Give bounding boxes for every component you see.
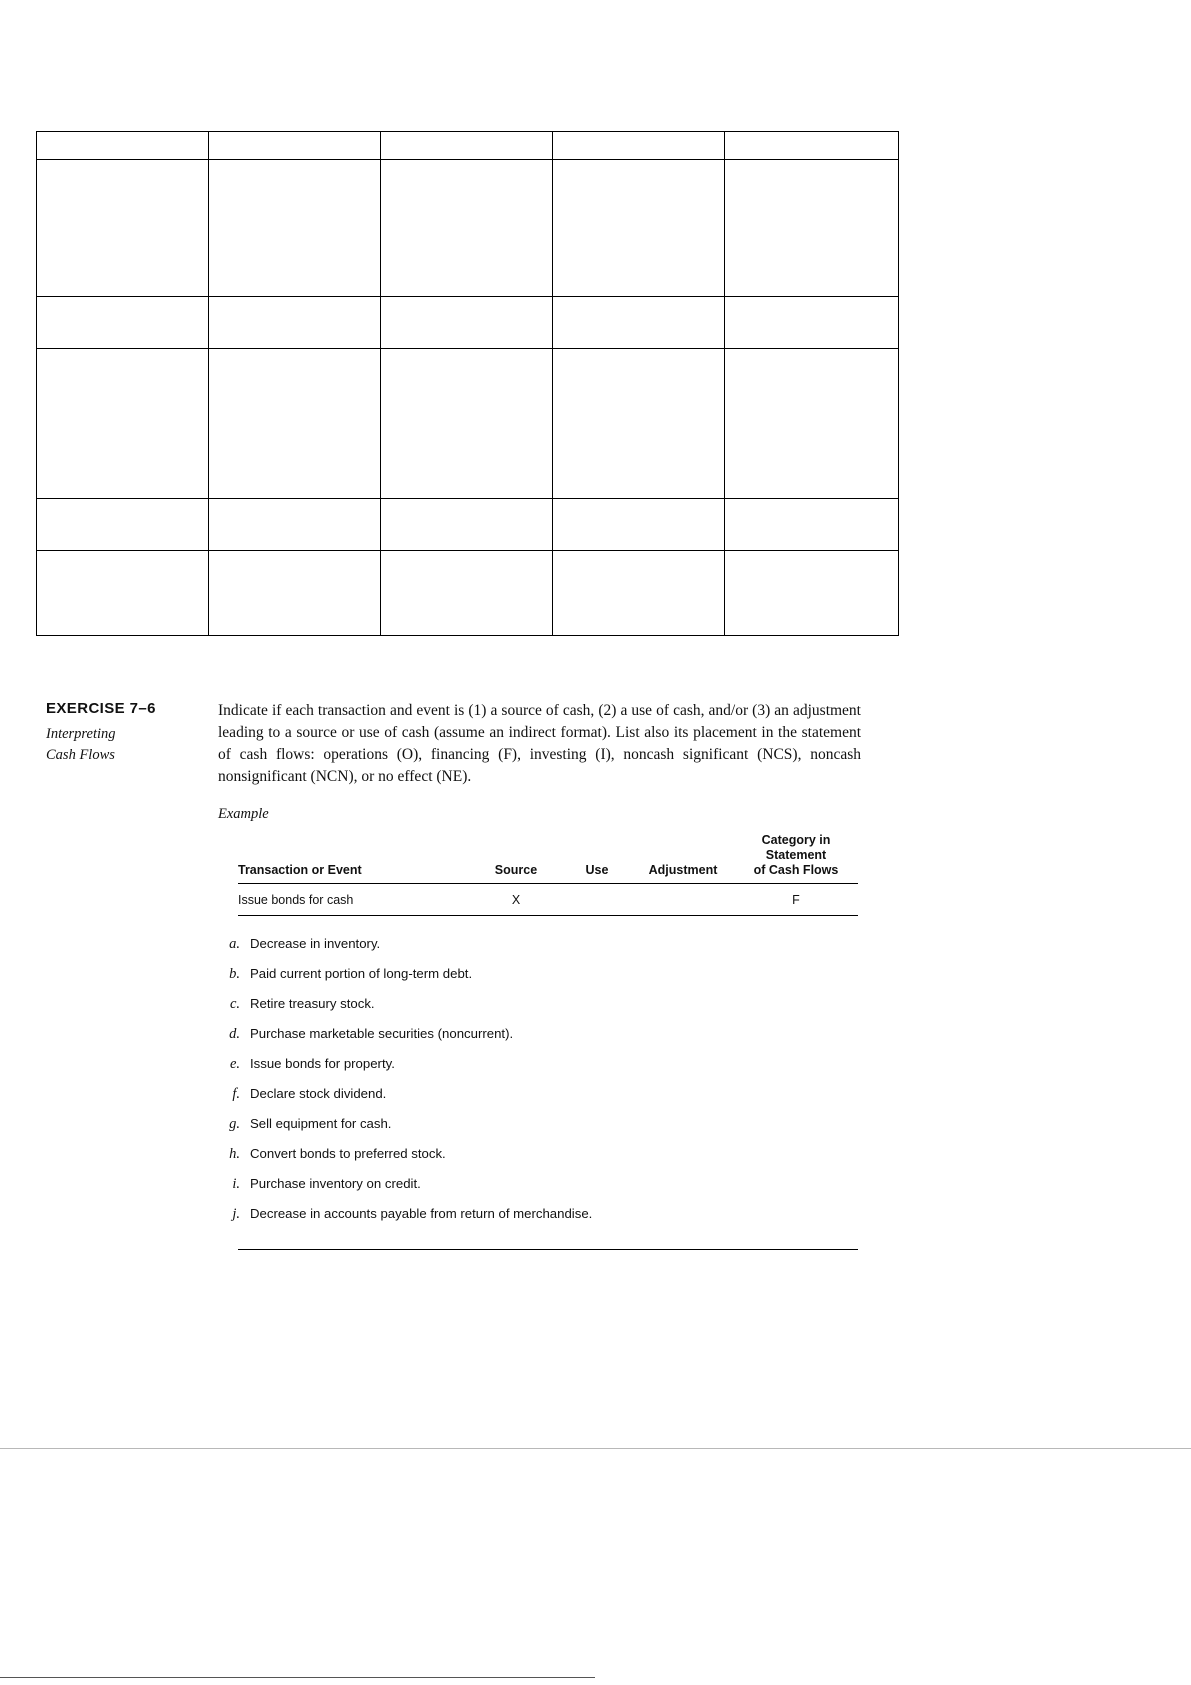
grid-cell: [381, 551, 553, 636]
blank-worksheet-grid: [36, 131, 899, 636]
example-table-body: [238, 884, 858, 916]
item-text: Decrease in inventory.: [250, 936, 381, 951]
exercise-subtitle-line1: Interpreting: [46, 726, 116, 742]
grid-cell: [381, 297, 553, 349]
example-heading: Example: [218, 806, 269, 822]
item-marker: b.: [229, 966, 240, 982]
grid-cell: [381, 160, 553, 297]
grid-cell: [553, 132, 725, 160]
table-row: [37, 499, 899, 551]
grid-cell: [37, 551, 209, 636]
table-row: [37, 349, 899, 499]
grid-cell: [37, 160, 209, 297]
exercise-subtitle-line2: Cash Flows: [46, 747, 115, 764]
grid-cell: [725, 160, 899, 297]
list-item: [218, 1116, 861, 1133]
grid-cell: [37, 499, 209, 551]
grid-cell: [37, 297, 209, 349]
cell-use: [562, 884, 632, 916]
table-row: [37, 551, 899, 636]
list-item: [218, 1026, 861, 1043]
item-text: Sell equipment for cash.: [250, 1116, 392, 1131]
grid-cell: [725, 349, 899, 499]
list-item: [218, 1056, 861, 1073]
item-marker: h.: [229, 1146, 240, 1162]
category-header-line2: of Cash Flows: [753, 863, 839, 877]
exercise-number: EXERCISE 7–6: [46, 700, 156, 717]
grid-body: [37, 132, 899, 636]
list-item: [218, 1206, 861, 1223]
category-header-line1: Category in Statement: [761, 833, 831, 862]
column-header-category: [734, 833, 858, 884]
exercise-label: [46, 700, 206, 766]
item-marker: e.: [229, 1056, 240, 1072]
list-item: [218, 996, 861, 1013]
grid-cell: [725, 551, 899, 636]
item-marker: g.: [229, 1116, 240, 1132]
item-marker: f.: [232, 1086, 240, 1102]
example-table-head: [238, 833, 858, 884]
grid-cell: [553, 160, 725, 297]
exercise-item-list: [218, 936, 861, 1223]
grid-cell: [209, 160, 381, 297]
grid-cell: [725, 132, 899, 160]
list-item: [218, 936, 861, 953]
grid-cell: [553, 499, 725, 551]
grid-cell: [381, 132, 553, 160]
list-item: [218, 1176, 861, 1193]
table-row: [37, 160, 899, 297]
cell-transaction: Issue bonds for cash: [238, 884, 470, 916]
page-footer-divider: [0, 1677, 595, 1678]
section-divider: [238, 1249, 858, 1250]
grid-cell: [553, 297, 725, 349]
cell-adjustment: [632, 884, 734, 916]
exercise-body: [218, 700, 861, 1250]
grid-cell: [553, 349, 725, 499]
item-marker: a.: [229, 936, 240, 952]
example-table-wrap: [238, 833, 858, 916]
cell-category: F: [734, 884, 858, 916]
grid-cell: [553, 551, 725, 636]
column-header-adjustment: Adjustment: [632, 833, 734, 884]
grid-cell: [209, 132, 381, 160]
item-text: Issue bonds for property.: [250, 1056, 395, 1071]
column-header-transaction: Transaction or Event: [238, 833, 470, 884]
item-text: Purchase inventory on credit.: [250, 1176, 421, 1191]
item-marker: j.: [232, 1206, 240, 1222]
table-header-row: [238, 833, 858, 884]
grid-cell: [209, 297, 381, 349]
grid-cell: [209, 499, 381, 551]
item-marker: i.: [232, 1176, 240, 1192]
grid-cell: [209, 551, 381, 636]
item-marker: d.: [229, 1026, 240, 1042]
grid-cell: [725, 499, 899, 551]
item-text: Purchase marketable securities (noncurrent).: [250, 1026, 514, 1041]
cell-source: X: [470, 884, 562, 916]
grid-cell: [209, 349, 381, 499]
item-text: Declare stock dividend.: [250, 1086, 387, 1101]
page-divider: [0, 1448, 1191, 1449]
table-row: [37, 297, 899, 349]
item-text: Convert bonds to preferred stock.: [250, 1146, 446, 1161]
list-item: [218, 1146, 861, 1163]
item-marker: c.: [229, 996, 240, 1012]
grid-cell: [37, 132, 209, 160]
item-text: Retire treasury stock.: [250, 996, 375, 1011]
exercise-instructions: Indicate if each transaction and event is (1) a source of cash, (2) a use of cash, and/or (3) an adjustment leading to a source or use of cash (assume an indirect format). List also its placement in the statement of cash flows: operations (O), financing (F), investing (I), noncash significant (NCS), noncash nonsignificant (NCN), or no effect (NE).: [218, 702, 861, 785]
list-item: [218, 1086, 861, 1103]
column-header-use: Use: [562, 833, 632, 884]
table-row: [37, 132, 899, 160]
column-header-source: Source: [470, 833, 562, 884]
item-text: Paid current portion of long-term debt.: [250, 966, 473, 981]
example-table: [238, 833, 858, 916]
grid-cell: [725, 297, 899, 349]
list-item: [218, 966, 861, 983]
grid-cell: [37, 349, 209, 499]
table-row: [238, 884, 858, 916]
item-text: Decrease in accounts payable from return of merchandise.: [250, 1206, 593, 1221]
grid-cell: [381, 499, 553, 551]
grid-cell: [381, 349, 553, 499]
